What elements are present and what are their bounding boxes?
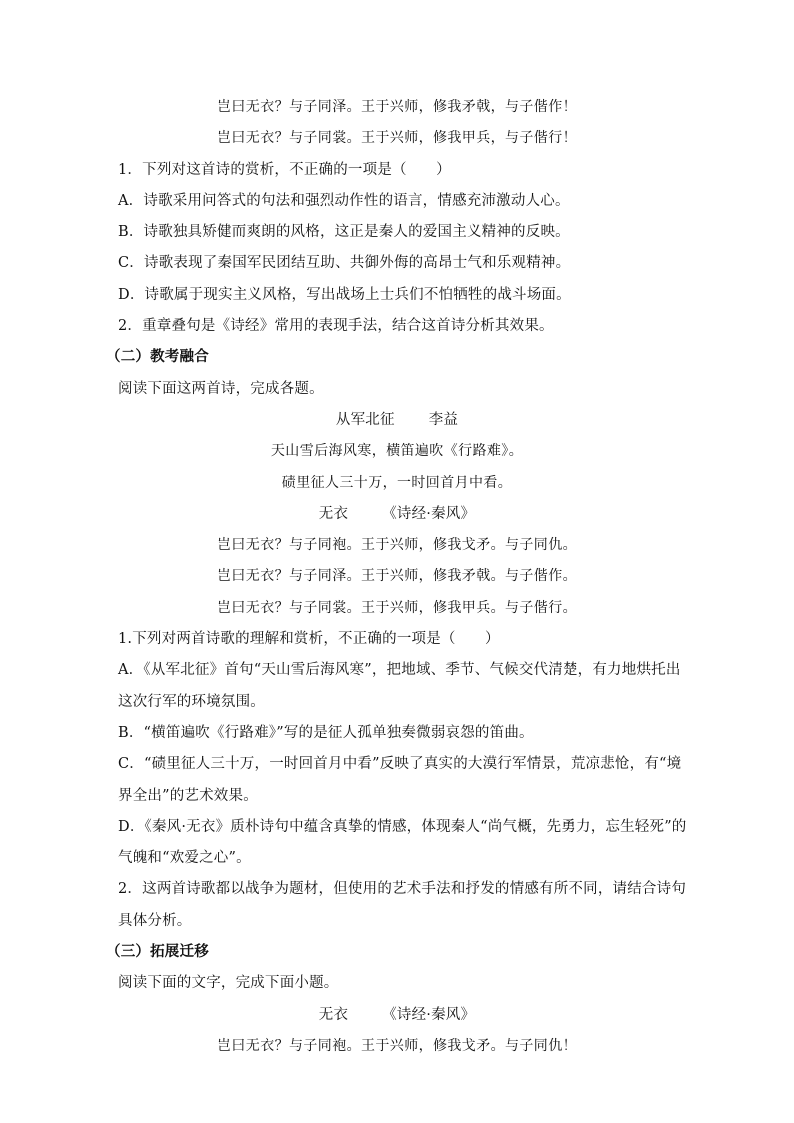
section-heading: （三）拓展迁移 [106,944,209,961]
poem-author: 《诗经·秦风》 [382,1006,476,1023]
question-stem: 1.下列对两首诗歌的理解和赏析，不正确的一项是（ ） [118,631,500,648]
option-c: C．诗歌表现了秦国军民团结互助、共御外侮的高昂士气和乐观精神。 [118,255,571,272]
poem-line: 碛里征人三十万，一时回首月中看。 [281,474,513,491]
poem-author: 《诗经·秦风》 [382,505,476,522]
option-d: D．诗歌属于现实主义风格，写出战场上士兵们不怕牺牲的战斗场面。 [118,286,571,303]
poem-title: 无衣 [318,1006,349,1023]
option-b: B．“横笛遍吹《行路难》”写的是征人孤单独奏微弱哀怨的笛曲。 [118,724,534,741]
poem-line: 岂曰无衣？与子同裳。王于兴师，修我甲兵。与子偕行。 [217,599,577,616]
poem-line: 岂曰无衣？与子同泽。王于兴师，修我矛戟。与子偕作。 [217,568,577,585]
question-stem: 2．这两首诗歌都以战争为题材，但使用的艺术手法和抒发的情感有所不同，请结合诗句具体分析。 [118,881,687,929]
poem-line: 岂曰无衣？与子同泽。王于兴师，修我矛戟，与子偕作！ [217,99,577,115]
poem-title-line [100,499,694,530]
poem-title: 无衣 [318,505,349,522]
option-a: A．诗歌采用问答式的句法和强烈动作性的语言，情感充沛激动人心。 [118,192,570,209]
poem-author: 李益 [428,411,459,428]
option-c: C．“碛里征人三十万，一时回首月中看”反映了真实的大漠行军情景，荒凉悲怆，有“境界全出”的艺术效果。 [118,756,682,804]
poem-line: 岂曰无衣？与子同袍。王于兴师，修我戈矛。与子同仇。 [217,537,577,554]
option-b: B．诗歌独具矫健而爽朗的风格，这正是秦人的爱国主义精神的反映。 [118,224,570,241]
poem-line: 天山雪后海风寒，横笛遍吹《行路难》。 [270,443,524,460]
poem-title-line [100,405,694,436]
option-d: D．《秦风·无衣》质朴诗句中蕴含真挚的情感，体现秦人“尚气概，先勇力，忘生轻死”的气魄和“欢爱之心”。 [118,818,687,867]
question-stem: 1．下列对这首诗的赏析，不正确的一项是（ ） [118,161,451,178]
poem-title: 从军北征 [335,411,395,428]
instruction: 阅读下面这两首诗，完成各题。 [118,380,324,397]
poem-line: 岂曰无衣？与子同裳。王于兴师，修我甲兵，与子偕行！ [217,130,577,147]
poem-title-line [100,1000,694,1031]
poem-line: 岂曰无衣？与子同袍。王于兴师，修我戈矛。与子同仇！ [217,1037,577,1054]
section-heading: （二）教考融合 [106,349,209,366]
option-a: A．《从军北征》首句“天山雪后海风寒”，把地域、季节、气候交代清楚，有力地烘托出这次行军的环境氛围。 [118,662,681,710]
question-stem: 2．重章叠句是《诗经》常用的表现手法，结合这首诗分析其效果。 [118,318,554,335]
instruction: 阅读下面的文字，完成下面小题。 [118,975,339,992]
